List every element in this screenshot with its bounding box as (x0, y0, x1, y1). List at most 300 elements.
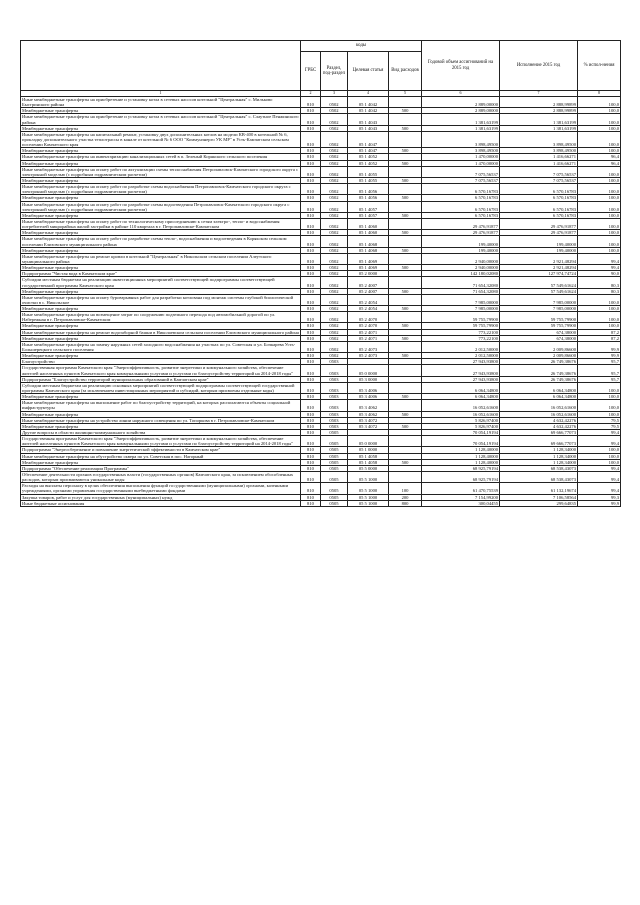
row-vid-cell (389, 97, 422, 108)
row-fact-cell: 59 755,79900 (500, 323, 578, 329)
row-razdel-cell: 0502 (321, 230, 348, 236)
row-vid-cell: 500 (389, 212, 422, 218)
row-name-cell: Субсидии местным бюджетам на реализацию инвестиционных мероприятий соответствующей подпрограммы соответствующей государственной программы Камчатского края (21, 277, 301, 288)
row-razdel-cell: 0503 (321, 376, 348, 382)
row-grbs-cell: 810 (301, 312, 321, 323)
row-fact-cell: 7 075,56537 (500, 177, 578, 183)
table-row (21, 382, 621, 393)
row-plan-cell: 7 985,00000 (422, 306, 500, 312)
row-grbs-cell: 810 (301, 329, 321, 335)
row-name-cell: Межбюджетные трансферты (21, 265, 301, 271)
row-razdel-cell: 0502 (321, 201, 348, 212)
row-plan-cell: 5 826,97400 (422, 423, 500, 429)
row-plan-cell: 27 943,93800 (422, 376, 500, 382)
row-razdel-cell: 0503 (321, 417, 348, 423)
row-grbs-cell: 810 (301, 294, 321, 305)
row-razdel-cell: 0502 (321, 184, 348, 195)
row-percent-cell: 100,0 (578, 184, 621, 195)
header-plan: Годовой объем ассигнований на 2015 год (422, 41, 500, 91)
row-celevaya-cell: 05 1 4056 (348, 195, 389, 201)
row-name-cell: Иные межбюджетные трансферты на оплату работ по актуализации схемы теплоснабжения Петропавловск-Камчатского городского округа с электронной моделью (с подробным гидравлическим расчетом) (21, 166, 301, 177)
row-celevaya-cell: 05 3 4006 (348, 394, 389, 400)
row-razdel-cell: 0505 (321, 430, 348, 436)
row-grbs-cell: 810 (301, 465, 321, 471)
row-name-cell: Межбюджетные трансферты (21, 335, 301, 341)
row-fact-cell: 1 128,34000 (500, 453, 578, 459)
row-percent-cell: 90,0 (578, 271, 621, 277)
row-fact-cell: 2 921,48294 (500, 265, 578, 271)
row-celevaya-cell: 05 1 4060 (348, 230, 389, 236)
row-fact-cell: 6 570,16783 (500, 184, 578, 195)
row-plan-cell: 300,04455 (422, 500, 500, 506)
row-fact-cell: 69 666,77073 (500, 430, 578, 436)
row-celevaya-cell: 05 2 4073 (348, 353, 389, 359)
row-vid-cell: 800 (389, 500, 422, 506)
row-razdel-cell: 0502 (321, 271, 348, 277)
row-vid-cell (389, 382, 422, 393)
row-celevaya-cell: 05 3 4072 (348, 417, 389, 423)
row-fact-cell: 1 381,63199 (500, 114, 578, 125)
header-vid: Вид расходов (389, 52, 422, 91)
row-vid-cell: 500 (389, 323, 422, 329)
row-plan-cell: 6 064,34800 (422, 382, 500, 393)
row-celevaya-cell: 05 1 4057 (348, 212, 389, 218)
row-fact-cell: 2 888,99899 (500, 97, 578, 108)
row-plan-cell: 16 052,61600 (422, 411, 500, 417)
row-percent-cell: 100,0 (578, 97, 621, 108)
row-name-cell: Обеспечение деятельности органов государственных власти (государственных органов) Камчатского края, за исключением обособленных расходов, которым присваиваются уникальные коды (21, 472, 301, 483)
row-vid-cell (389, 436, 422, 447)
row-percent-cell: 100,0 (578, 247, 621, 253)
row-name-cell: Иные бюджетные ассигнования (21, 500, 301, 506)
row-name-cell: Иные межбюджетные трансферты на оплату работ по разработке схемы водоотведения Петропавловск-Камчатского городского округа с электронной моделью (с подробным гидравлическим расчетом) (21, 201, 301, 212)
row-plan-cell: 6 570,16783 (422, 201, 500, 212)
table-row (21, 365, 621, 376)
row-plan-cell: 6 570,16783 (422, 212, 500, 218)
row-razdel-cell: 0502 (321, 212, 348, 218)
header-grbs: ГРБС (301, 52, 321, 91)
header-index: 1 (21, 91, 301, 97)
row-vid-cell (389, 253, 422, 264)
row-percent-cell: 100,0 (578, 201, 621, 212)
row-celevaya-cell: 05 2 0000 (348, 271, 389, 277)
row-name-cell: Межбюджетные трансферты (21, 288, 301, 294)
header-fact: Исполнение 2015 год (500, 41, 578, 91)
row-percent-cell: 100,0 (578, 148, 621, 154)
row-percent-cell: 80,3 (578, 277, 621, 288)
row-celevaya-cell: 05 2 4054 (348, 294, 389, 305)
row-fact-cell: 6 570,16783 (500, 201, 578, 212)
row-razdel-cell: 0503 (321, 423, 348, 429)
table-row (21, 218, 621, 229)
row-plan-cell: 1 470,00000 (422, 154, 500, 160)
row-celevaya-cell: 05 2 4071 (348, 329, 389, 335)
row-fact-cell: 7 985,00000 (500, 306, 578, 312)
row-vid-cell (389, 131, 422, 147)
row-percent-cell: 100,0 (578, 230, 621, 236)
row-plan-cell: 199,40000 (422, 247, 500, 253)
row-name-cell: Межбюджетные трансферты (21, 177, 301, 183)
row-celevaya-cell: 05 3 4062 (348, 411, 389, 417)
row-fact-cell: 2 921,48294 (500, 253, 578, 264)
row-celevaya-cell: 05 1 4047 (348, 131, 389, 147)
row-percent-cell: 99,4 (578, 430, 621, 436)
row-percent-cell: 100,0 (578, 131, 621, 147)
row-vid-cell: 500 (389, 177, 422, 183)
row-name-cell: Иные межбюджетные трансферты на оплату работ по разработке схемы водоснабжения Петропавловск-Камчатского городского округа с электронной моделью (с подробным гидравлическим расчетом) (21, 184, 301, 195)
row-fact-cell: 26 749,38676 (500, 365, 578, 376)
row-name-cell: Межбюджетные трансферты (21, 323, 301, 329)
row-name-cell: Межбюджетные трансферты (21, 160, 301, 166)
row-fact-cell: 57 549,61624 (500, 277, 578, 288)
row-grbs-cell: 810 (301, 483, 321, 494)
row-razdel-cell: 0502 (321, 306, 348, 312)
header-razdel: Раздел, под-раздел (321, 52, 348, 91)
row-fact-cell: 69 666,77073 (500, 436, 578, 447)
row-celevaya-cell: 05 1 4058 (348, 459, 389, 465)
row-name-cell: Иные межбюджетные трансферты на инвентаризацию канализационных сетей в п. Зеленый Корякского сельского поселения (21, 154, 301, 160)
row-razdel-cell: 0502 (321, 341, 348, 352)
row-razdel-cell: 0505 (321, 465, 348, 471)
row-celevaya-cell: 05 3 4062 (348, 400, 389, 411)
row-grbs-cell: 810 (301, 453, 321, 459)
row-fact-cell: 1 381,63199 (500, 125, 578, 131)
row-percent-cell: 99,9 (578, 353, 621, 359)
row-plan-cell: 199,40000 (422, 236, 500, 247)
row-razdel-cell: 0502 (321, 177, 348, 183)
row-name-cell: Иные межбюджетные трансферты на оплату буровзрывных работ для разработки котлована под монтаж системы глубокой биологической очистки в с. Никольское (21, 294, 301, 305)
row-fact-cell: 29 476,91877 (500, 218, 578, 229)
row-celevaya-cell: 05 2 4007 (348, 288, 389, 294)
row-fact-cell: 29 476,91877 (500, 230, 578, 236)
row-grbs-cell: 810 (301, 394, 321, 400)
row-vid-cell: 500 (389, 411, 422, 417)
row-razdel-cell: 0502 (321, 97, 348, 108)
row-celevaya-cell: 05 0 0000 (348, 436, 389, 447)
row-plan-cell: 16 052,61600 (422, 400, 500, 411)
header-codes-group: коды (301, 41, 422, 52)
row-fact-cell: 61 132,19674 (500, 483, 578, 494)
row-celevaya-cell: 05 5 1000 (348, 494, 389, 500)
row-name-cell: Иные межбюджетные трансферты на обустройство сквера по ул. Советская в пос. Нагорный (21, 453, 301, 459)
row-celevaya-cell: 05 1 4047 (348, 148, 389, 154)
row-razdel-cell: 0502 (321, 195, 348, 201)
budget-execution-table (20, 40, 621, 507)
row-vid-cell: 500 (389, 125, 422, 131)
row-celevaya-cell: 05 1 4055 (348, 177, 389, 183)
row-percent-cell: 100,0 (578, 312, 621, 323)
row-name-cell: Подпрограмма "Благоустройство территорий муниципальных образований в Камчатском крае" (21, 376, 301, 382)
row-name-cell: Межбюджетные трансферты (21, 306, 301, 312)
row-fact-cell: 127 974,74724 (500, 271, 578, 277)
row-grbs-cell: 810 (301, 365, 321, 376)
row-celevaya-cell: 05 0 0000 (348, 365, 389, 376)
header-group-row (21, 41, 621, 52)
row-name-cell: Иные межбюджетные трансферты на приобретение и установку котла в сетевых насосов котельной "Центральная" с. Слаутное Пенжинского района (22, 114, 299, 125)
row-razdel-cell: 0502 (321, 154, 348, 160)
row-plan-cell: 71 654,32080 (422, 277, 500, 288)
row-vid-cell: 100 (389, 483, 422, 494)
row-grbs-cell: 810 (301, 436, 321, 447)
row-celevaya-cell: 05 3 4006 (348, 382, 389, 393)
row-vid-cell (389, 341, 422, 352)
table-row (21, 277, 621, 288)
row-fact-cell: 1 416,66271 (500, 154, 578, 160)
row-vid-cell: 500 (389, 423, 422, 429)
row-vid-cell: 500 (389, 247, 422, 253)
row-fact-cell: 68 538,43073 (500, 465, 578, 471)
row-razdel-cell: 0502 (321, 335, 348, 341)
row-fact-cell: 7 075,56537 (500, 166, 578, 177)
row-grbs-cell: 810 (301, 184, 321, 195)
row-name-cell: Государственная программа Камчатского края "Энергоэффективность, развитие энергетики и коммунального хозяйства, обеспечение жителей населенных пунктов Камчатского края коммунальными услугами и услугами по благоустройству территорий на 2014-2018 годы" (21, 365, 301, 376)
row-fact-cell: 299,64835 (500, 500, 578, 506)
row-name-cell: Межбюджетные трансферты (21, 411, 301, 417)
row-fact-cell: 6 570,16783 (500, 212, 578, 218)
row-grbs-cell: 810 (301, 271, 321, 277)
row-fact-cell: 3 898,49500 (500, 131, 578, 147)
row-vid-cell: 500 (389, 288, 422, 294)
row-fact-cell: 674,38000 (500, 329, 578, 335)
row-grbs-cell: 810 (301, 494, 321, 500)
row-name-cell: Иные межбюджетные трансферты на выполнение работ по благоустройству территорий, на которых располагаются объекты социальной инфраструктуры (21, 400, 301, 411)
row-name-cell: Иные межбюджетные трансферты на оплату работ по технологическому присоединению к сетям электро-, тепло- и водоснабжения потребителей микрорайона жилой застройки в районе 110 квартала в г. Петропавловске-Камчатском (21, 218, 301, 229)
row-name-cell: Государственная программа Камчатского края "Энергоэффективность, развитие энергетики и коммунального хозяйства, обеспечение жителей населенных пунктов Камчатского края коммунальными услугами и услугами по благоустройству территорий на 2014-2018 годы" (21, 436, 301, 447)
row-plan-cell: 59 755,79900 (422, 323, 500, 329)
row-plan-cell: 2 889,00000 (422, 108, 500, 114)
row-grbs-cell: 810 (301, 265, 321, 271)
row-fact-cell: 1 128,34000 (500, 459, 578, 465)
row-grbs-cell: 810 (301, 500, 321, 506)
row-razdel-cell: 0502 (321, 294, 348, 305)
row-plan-cell: 2 012,50000 (422, 341, 500, 352)
row-percent-cell: 99,4 (578, 265, 621, 271)
table-body (21, 97, 621, 507)
row-razdel-cell: 0505 (321, 447, 348, 453)
row-plan-cell: 6 570,16783 (422, 184, 500, 195)
table-row (21, 253, 621, 264)
row-celevaya-cell: 05 1 4068 (348, 236, 389, 247)
table-row (21, 472, 621, 483)
row-razdel-cell: 0502 (321, 277, 348, 288)
row-grbs-cell: 810 (301, 97, 321, 108)
header-index: 8 (578, 91, 621, 97)
row-percent-cell: 99,4 (578, 483, 621, 494)
table-row (21, 312, 621, 323)
row-celevaya-cell: 05 3 4072 (348, 423, 389, 429)
row-percent-cell: 100,0 (578, 236, 621, 247)
table-row (21, 341, 621, 352)
row-percent-cell: 79,5 (578, 417, 621, 423)
row-name-cell: Иные межбюджетные трансферты на ремонт водозаборной башни в Николаевском сельском поселении Елизовского муниципального района (22, 329, 299, 335)
row-razdel-cell: 0502 (321, 236, 348, 247)
row-vid-cell (389, 114, 422, 125)
row-fact-cell: 2 888,99899 (500, 108, 578, 114)
row-vid-cell: 500 (389, 230, 422, 236)
row-grbs-cell: 810 (301, 177, 321, 183)
row-fact-cell: 59 755,79900 (500, 312, 578, 323)
row-fact-cell: 16 052,61600 (500, 400, 578, 411)
row-plan-cell: 68 925,79194 (422, 472, 500, 483)
row-grbs-cell: 810 (301, 335, 321, 341)
row-grbs-cell: 810 (301, 253, 321, 264)
row-plan-cell: 1 381,63199 (422, 125, 500, 131)
row-percent-cell: 100,0 (578, 459, 621, 465)
row-plan-cell: 1 128,40000 (422, 459, 500, 465)
row-percent-cell: 100,0 (578, 108, 621, 114)
row-name-cell: Закупка товаров, работ и услуг для государственных (муниципальных) нужд (21, 494, 301, 500)
row-plan-cell: 2 940,00000 (422, 265, 500, 271)
row-fact-cell: 4 632,42276 (500, 423, 578, 429)
row-grbs-cell: 810 (301, 125, 321, 131)
row-name-cell: Иные межбюджетные трансферты на оплату работ по разработке схемы тепло-, водоснабжения и водоотведения в Корякском сельском поселении Елизовского муниципального района (21, 236, 301, 247)
row-vid-cell (389, 184, 422, 195)
row-name-cell: Межбюджетные трансферты (21, 423, 301, 429)
row-percent-cell: 100,0 (578, 447, 621, 453)
row-vid-cell (389, 201, 422, 212)
row-razdel-cell: 0502 (321, 114, 348, 125)
row-grbs-cell: 810 (301, 417, 321, 423)
row-plan-cell: 2 940,00000 (422, 253, 500, 264)
row-celevaya-cell: 05 1 4052 (348, 154, 389, 160)
row-percent-cell: 95,7 (578, 365, 621, 376)
row-plan-cell: 29 476,91877 (422, 230, 500, 236)
row-percent-cell: 100,0 (578, 411, 621, 417)
row-grbs-cell: 810 (301, 382, 321, 393)
row-fact-cell: 199,40000 (500, 247, 578, 253)
row-razdel-cell: 0502 (321, 323, 348, 329)
row-grbs-cell: 810 (301, 423, 321, 429)
row-plan-cell: 68 925,79194 (422, 465, 500, 471)
row-grbs-cell: 810 (301, 430, 321, 436)
table-row (21, 166, 621, 177)
row-plan-cell: 27 943,93800 (422, 359, 500, 365)
row-plan-cell: 5 826,97400 (422, 417, 500, 423)
row-percent-cell: 100,0 (578, 195, 621, 201)
row-plan-cell: 142 180,02080 (422, 271, 500, 277)
row-percent-cell: 99,3 (578, 494, 621, 500)
row-name-cell: Благоустройство (21, 359, 301, 365)
row-name-cell: Иные межбюджетные трансферты на замену наружных сетей холодного водоснабжения на участках по ул. Советская и ул. Бочкарева Усть-Большерецкого сельского поселения (21, 341, 301, 352)
row-fact-cell: 1 416,66271 (500, 160, 578, 166)
row-plan-cell: 59 755,79900 (422, 312, 500, 323)
row-vid-cell: 500 (389, 394, 422, 400)
row-name-cell: Межбюджетные трансферты (21, 353, 301, 359)
row-vid-cell (389, 365, 422, 376)
row-fact-cell: 2 009,86600 (500, 341, 578, 352)
row-razdel-cell: 0502 (321, 148, 348, 154)
row-vid-cell: 500 (389, 306, 422, 312)
row-fact-cell: 7 985,00000 (500, 294, 578, 305)
row-celevaya-cell: 05 1 4068 (348, 247, 389, 253)
row-grbs-cell: 810 (301, 212, 321, 218)
row-vid-cell (389, 218, 422, 229)
row-vid-cell (389, 400, 422, 411)
table-row (21, 294, 621, 305)
row-celevaya-cell: 05 2 4073 (348, 341, 389, 352)
row-fact-cell: 68 538,43073 (500, 472, 578, 483)
row-percent-cell: 95,7 (578, 376, 621, 382)
row-name-cell: Подпрограмма "Энергосбережение и повышение энергетической эффективности в Камчатском крае" (21, 447, 301, 453)
row-percent-cell: 100,0 (578, 212, 621, 218)
row-plan-cell: 773,22100 (422, 329, 500, 335)
row-razdel-cell: 0502 (321, 253, 348, 264)
row-razdel-cell: 0503 (321, 394, 348, 400)
table-row (21, 483, 621, 494)
row-razdel-cell: 0505 (321, 436, 348, 447)
row-percent-cell: 100,0 (578, 394, 621, 400)
row-plan-cell: 2 012,50000 (422, 353, 500, 359)
row-vid-cell: 500 (389, 335, 422, 341)
row-razdel-cell: 0505 (321, 494, 348, 500)
row-percent-cell: 100,0 (578, 125, 621, 131)
row-name-cell: Межбюджетные трансферты (21, 247, 301, 253)
row-percent-cell: 100,0 (578, 294, 621, 305)
row-celevaya-cell: 05 1 0000 (348, 447, 389, 453)
row-celevaya-cell: 05 5 1000 (348, 483, 389, 494)
row-percent-cell: 99,4 (578, 465, 621, 471)
row-fact-cell: 7 106,58564 (500, 494, 578, 500)
row-vid-cell (389, 312, 422, 323)
header-index: 2 (301, 91, 321, 97)
row-plan-cell: 773,22100 (422, 335, 500, 341)
row-grbs-cell: 810 (301, 411, 321, 417)
header-index: 6 (422, 91, 500, 97)
row-razdel-cell: 0502 (321, 131, 348, 147)
table-row (21, 131, 621, 147)
row-fact-cell: 6 064,34800 (500, 394, 578, 400)
row-razdel-cell: 0505 (321, 483, 348, 494)
row-razdel-cell: 0502 (321, 218, 348, 229)
header-index: 4 (348, 91, 389, 97)
row-celevaya-cell: 05 2 4070 (348, 323, 389, 329)
header-percent: % испол-нения (578, 41, 621, 91)
row-razdel-cell: 0503 (321, 359, 348, 365)
row-vid-cell: 500 (389, 265, 422, 271)
table-row (21, 201, 621, 212)
row-fact-cell: 6 570,16783 (500, 195, 578, 201)
row-razdel-cell: 0502 (321, 329, 348, 335)
row-celevaya-cell: 05 1 4069 (348, 253, 389, 264)
row-vid-cell (389, 166, 422, 177)
row-razdel-cell: 0502 (321, 247, 348, 253)
row-percent-cell: 99,9 (578, 500, 621, 506)
row-plan-cell: 3 898,49500 (422, 131, 500, 147)
row-razdel-cell: 0505 (321, 459, 348, 465)
table-row (21, 97, 621, 108)
row-celevaya-cell: 05 1 4069 (348, 265, 389, 271)
row-celevaya-cell: 05 2 4071 (348, 335, 389, 341)
row-name-cell: Иные межбюджетные трансферты на приобретение и установку котла в сетевых насосов котельной "Центральная" с. Мильково Быстринского района (21, 97, 301, 108)
row-grbs-cell: 810 (301, 230, 321, 236)
row-grbs-cell: 810 (301, 353, 321, 359)
row-razdel-cell: 0502 (321, 160, 348, 166)
row-plan-cell: 27 943,93800 (422, 365, 500, 376)
row-percent-cell: 95,7 (578, 359, 621, 365)
row-plan-cell: 61 470,75539 (422, 483, 500, 494)
row-percent-cell: 99,4 (578, 253, 621, 264)
row-percent-cell: 99,4 (578, 436, 621, 447)
row-vid-cell: 200 (389, 494, 422, 500)
header-index: 3 (321, 91, 348, 97)
header-celevaya: Целевая статья (348, 52, 389, 91)
row-grbs-cell: 810 (301, 218, 321, 229)
row-name-cell: Иные межбюджетные трансферты на возмещение затрат по сооружению подземного перехода под автомобильной дорогой по ул. Набережная в г. Петропавловске-Камчатском (21, 312, 301, 323)
row-percent-cell: 100,0 (578, 453, 621, 459)
row-grbs-cell: 810 (301, 359, 321, 365)
row-plan-cell: 1 470,00000 (422, 160, 500, 166)
header-index: 7 (500, 91, 578, 97)
